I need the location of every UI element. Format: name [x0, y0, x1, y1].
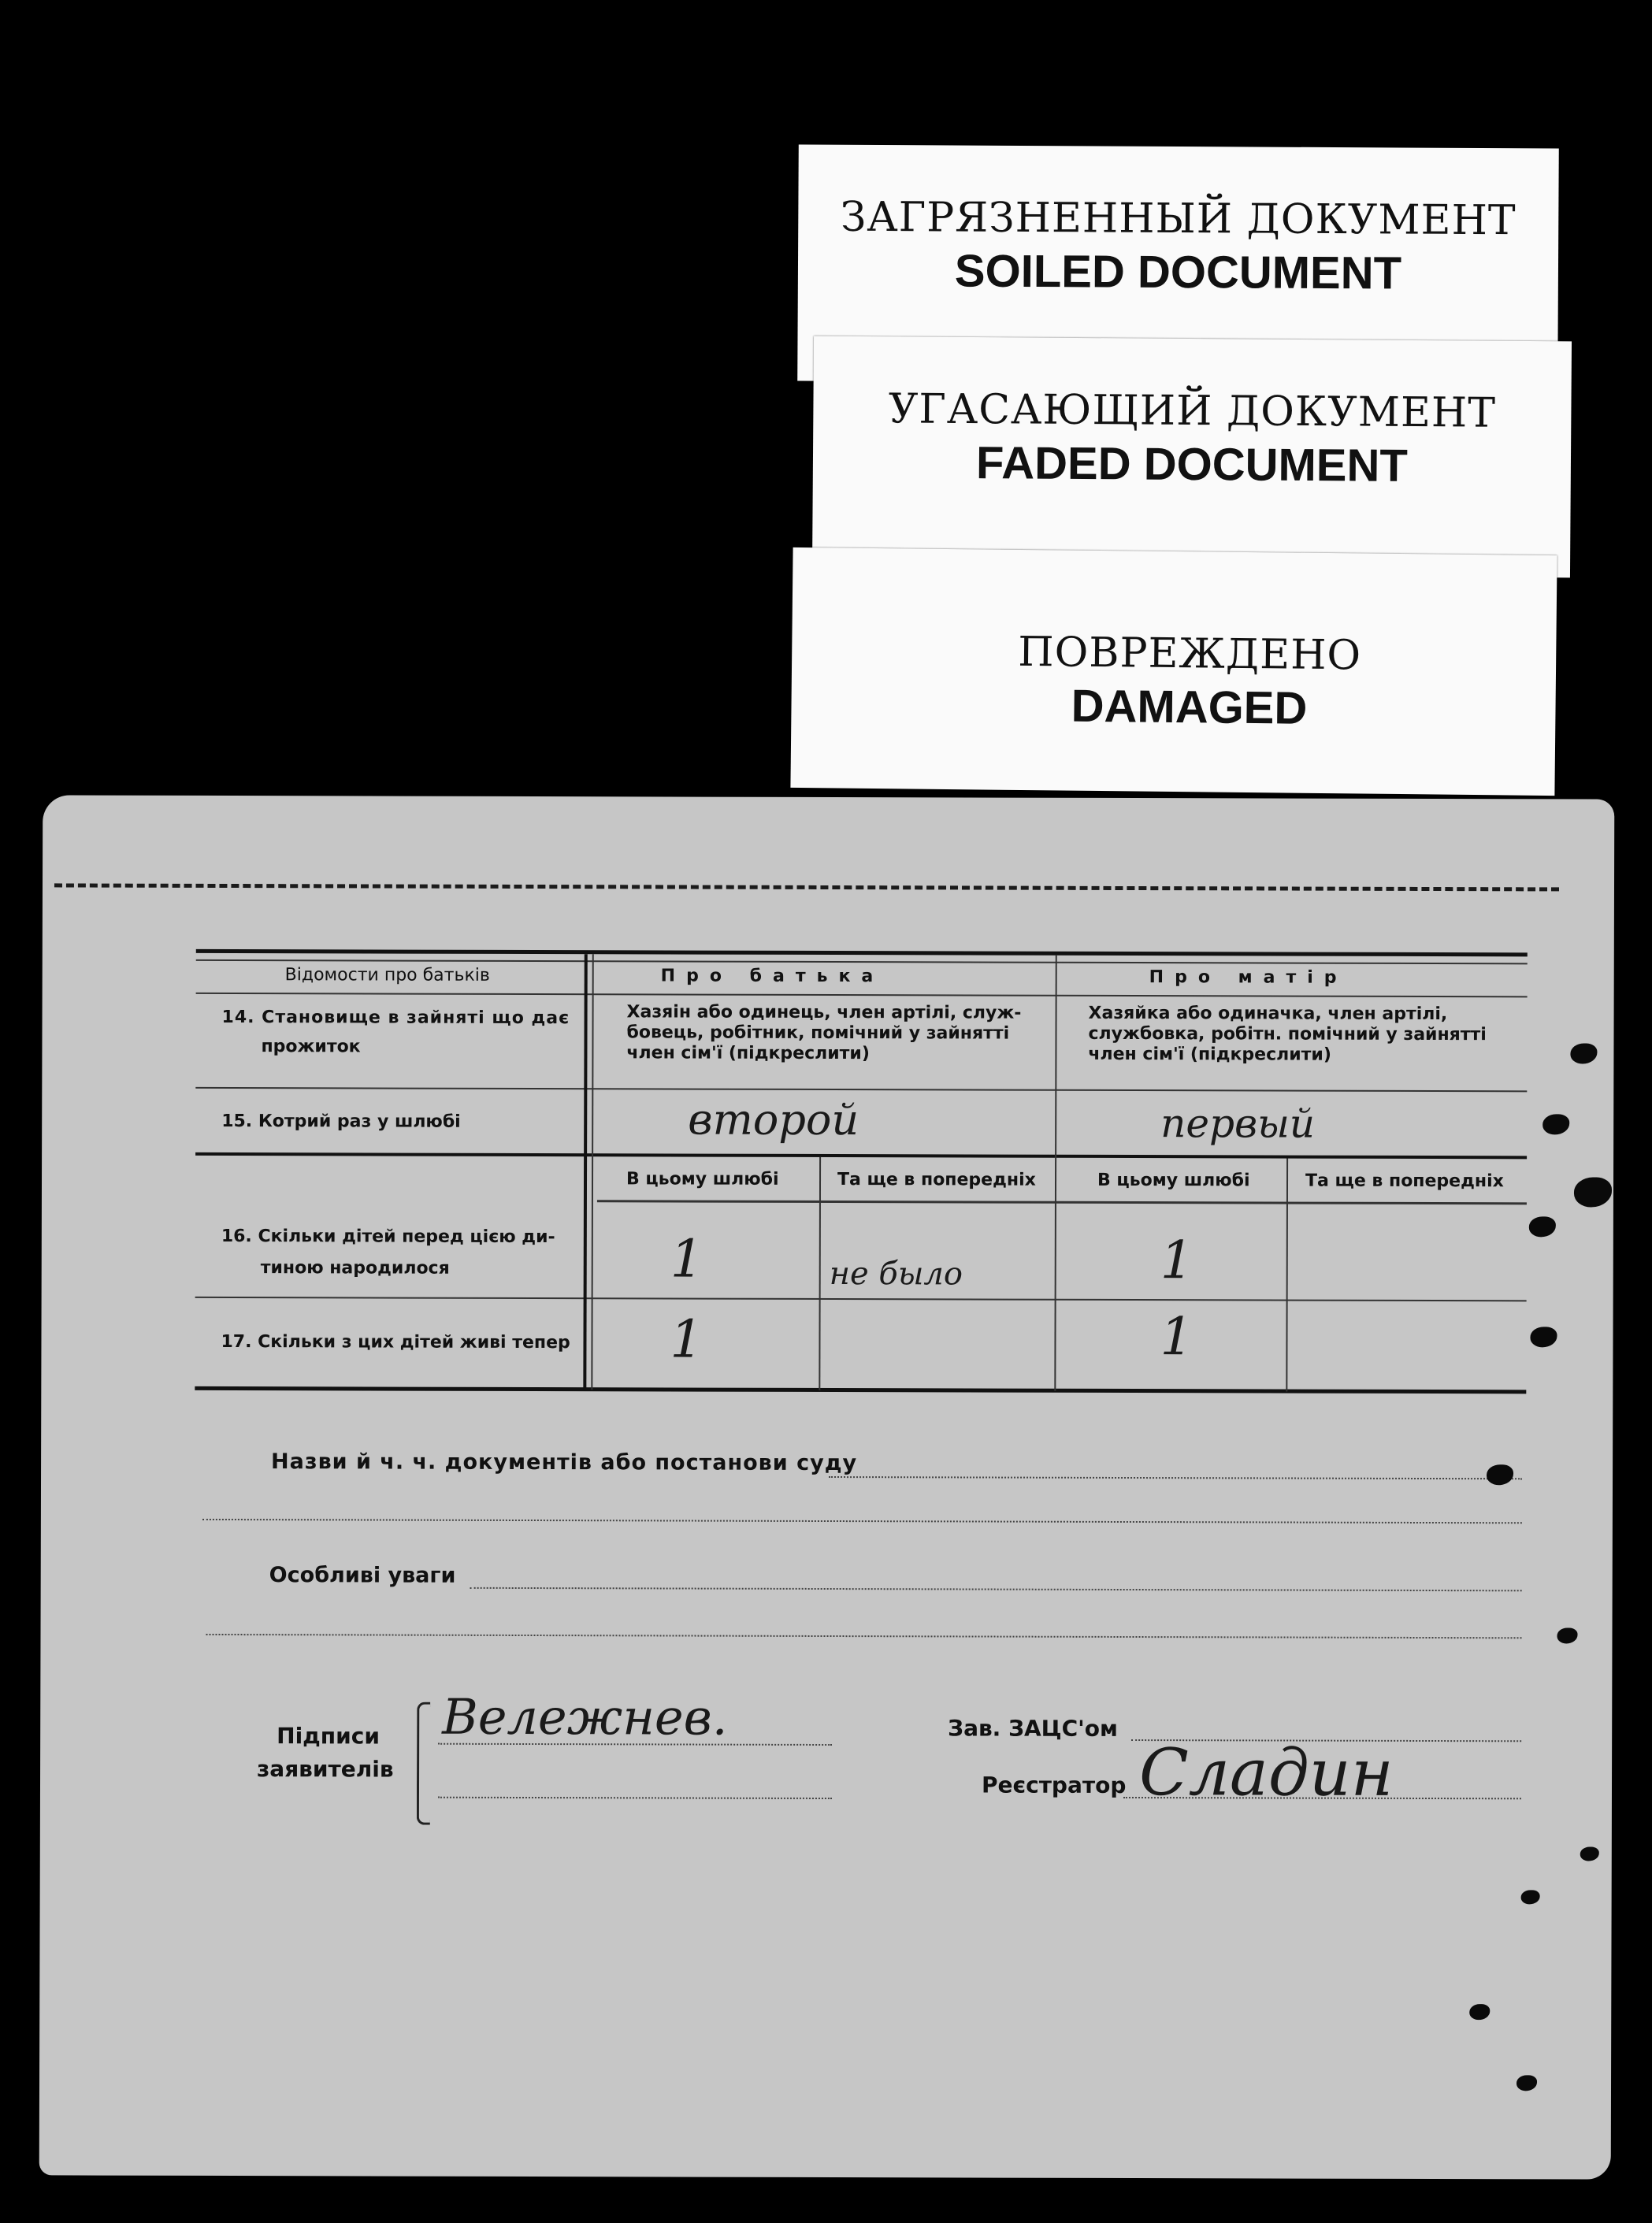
- applicants-brace: [417, 1702, 430, 1825]
- row14-father-line1: Хазяін або одинець, член артілі, служ-: [626, 1002, 1022, 1023]
- row14-label-line2: прожиток: [261, 1037, 361, 1057]
- row15-mother-value: первый: [1160, 1100, 1316, 1147]
- damaged-label-ru: ПОВРЕЖДЕНО: [1018, 628, 1362, 680]
- row14-mother-line1: Хазяйка або одиначка, член артілі,: [1088, 1003, 1448, 1025]
- header-mother: Про матір: [1149, 967, 1348, 988]
- subheader-father-this: В цьому шлюбі: [626, 1169, 779, 1189]
- applicants-label-line2: заявителів: [257, 1756, 394, 1783]
- damaged-label-en: DAMAGED: [1071, 680, 1308, 734]
- documents-label: Назви й ч. ч. документів або постанови суду: [271, 1449, 858, 1476]
- row17-father-this: 1: [670, 1308, 703, 1370]
- soiled-label-ru: ЗАГРЯЗНЕННЫЙ ДОКУМЕНТ: [840, 193, 1516, 245]
- row15-father-value: второй: [688, 1094, 859, 1145]
- notes-label: Особливі уваги: [269, 1563, 456, 1588]
- registrar-signature: Сладин: [1138, 1735, 1394, 1811]
- row16-father-this: 1: [670, 1228, 703, 1290]
- row16-mother-this: 1: [1160, 1230, 1194, 1291]
- row17-mother-this: 1: [1160, 1306, 1194, 1368]
- row16-father-prev: не было: [829, 1256, 963, 1293]
- subheader-father-prev: Та ще в попередніх: [837, 1170, 1036, 1190]
- faded-document-label: [812, 336, 1572, 578]
- row14-mother-line3: член сім'ї (підкреслити): [1088, 1044, 1331, 1065]
- head-zags-label: Зав. ЗАЦС'ом: [948, 1715, 1118, 1742]
- row17-label: 17. Скільки з цих дітей живі тепер: [221, 1331, 570, 1353]
- form-sheet: [39, 795, 1615, 2179]
- row14-label-line1: 14. Становище в зайняті що дає: [221, 1007, 570, 1029]
- header-father: Про батька: [660, 966, 885, 987]
- faded-label-en: FADED DOCUMENT: [975, 437, 1409, 492]
- row14-father-line2: бовець, робітник, помічний у зайнятті: [626, 1022, 1010, 1044]
- subheader-mother-prev: Та ще в попередніх: [1305, 1171, 1504, 1192]
- header-parents: Відомости про батьків: [284, 965, 490, 985]
- row15-label: 15. Котрий раз у шлюбі: [221, 1111, 461, 1132]
- applicants-label-line1: Підписи: [277, 1723, 381, 1750]
- parents-table: [39, 795, 1615, 2179]
- row14-mother-line2: службовка, робітн. помічний у зайнятті: [1088, 1023, 1487, 1045]
- damaged-document-label: [790, 547, 1557, 796]
- row16-label-line2: тиною народилося: [260, 1258, 450, 1279]
- row14-father-line3: член сім'ї (підкреслити): [626, 1043, 870, 1064]
- registrar-label: Реєстратор: [981, 1772, 1127, 1798]
- soiled-label-en: SOILED DOCUMENT: [954, 245, 1402, 299]
- faded-label-ru: УГАСАЮЩИЙ ДОКУМЕНТ: [888, 385, 1497, 437]
- applicant-signature: Вележнев.: [442, 1687, 728, 1746]
- row16-label-line1: 16. Скільки дітей перед цією ди-: [221, 1226, 555, 1248]
- subheader-mother-this: В цьому шлюбі: [1097, 1170, 1250, 1191]
